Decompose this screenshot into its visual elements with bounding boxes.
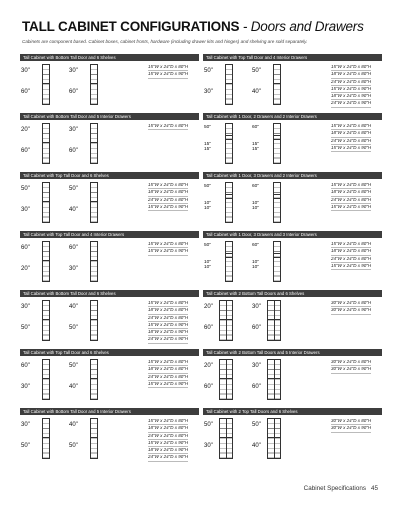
cabinet-card-body [203,416,382,461]
cabinet-card-title: Tall Cabinet with Top Tall Door and 6 Shelves [20,172,199,179]
size-spec-list [148,182,188,211]
door-divider [91,142,97,143]
dimension-label: 50" [204,243,212,248]
dimension-label: 15" [252,142,260,147]
cabinet-card-title: Tall Cabinet with 1 Door, 2 Drawers and 2 Interior Drawers [203,113,382,120]
dimension-label: 10" [204,206,212,211]
door-divider [274,135,280,136]
dimension-label: 40" [69,422,78,428]
size-spec-list [331,182,371,211]
door-divider [91,83,97,84]
door-divider [43,201,49,202]
cabinet-card [203,54,382,107]
dimension-label: 30" [252,304,261,310]
dimension-label: 60" [204,384,213,390]
dimension-label: 30" [21,422,30,428]
door-divider [274,139,280,140]
cabinet-card-title: Tall Cabinet with Top Tall Door and 4 Interior Drawers [203,54,382,61]
dimension-label: 10" [252,206,260,211]
page-intro: Cabinets are component based. Cabinet boxes, cabinet fronts, hardware (including drawer kits and hinges) and shelving are sold separately. [22,39,308,44]
dimension-label: 50" [69,186,78,192]
size-spec: 24"W x 24"D x 80"H [331,197,371,204]
size-spec-list [148,418,188,462]
cabinet-drawing [267,418,281,459]
dimension-label: 40" [252,89,261,95]
dimension-label: 60" [252,243,260,248]
cabinet-card-body [20,298,199,343]
size-spec: 30"W x 24"D x 80"H [331,418,371,425]
dimension-label: 30" [21,384,30,390]
cabinet-card-title: Tall Cabinet with Top Tall Door and 4 Interior Drawers [20,231,199,238]
dimension-label: 50" [204,68,213,74]
cabinet-drawing [273,64,281,105]
door-divider [226,257,232,258]
cabinet-card-title: Tall Cabinet with Top Tall Door and 6 Shelves [20,349,199,356]
dimension-label: 60" [21,245,30,251]
cabinet-drawing [90,241,98,282]
dimension-label: 30" [21,207,30,213]
cabinet-card-title: Tall Cabinet with Bottom Tall Door and 5 Interior Drawers [20,408,199,415]
dimension-label: 10" [252,265,260,270]
size-spec: 15"W x 24"D x 80"H [331,182,371,189]
door-stile [274,419,275,458]
door-divider [43,319,49,320]
dimension-label: 60" [252,125,260,130]
size-spec: 18"W x 24"D x 90"H [148,329,188,336]
size-spec: 15"W x 24"D x 90"H [148,381,188,388]
cabinet-drawing [42,123,50,164]
size-spec-list [148,300,188,344]
cabinet-drawing [225,123,233,164]
dimension-label: 10" [252,201,260,206]
cabinet-card [203,231,382,284]
cabinet-card-body [20,180,199,225]
door-divider [43,378,49,379]
footer-section: Cabinet Specifications [303,485,366,492]
cabinet-card-title: Tall Cabinet with 2 Bottom Tall Doors and 6 Shelves [203,290,382,297]
cabinet-card-body [203,239,382,284]
size-spec: 24"W x 24"D x 90"H [148,336,188,343]
door-divider [226,198,232,199]
cabinet-drawing [225,241,233,282]
dimension-label: 50" [21,443,30,449]
cabinet-card [20,231,199,284]
dimension-label: 40" [252,443,261,449]
dimension-label: 60" [21,89,30,95]
cabinet-card [203,349,382,402]
door-divider [274,257,280,258]
dimension-label: 15" [204,147,212,152]
size-spec: 24"W x 24"D x 80"H [331,256,371,263]
size-spec: 15"W x 24"D x 80"H [148,64,188,71]
size-spec: 18"W x 24"D x 80"H [148,307,188,314]
cabinet-card [20,172,199,225]
dimension-label: 20" [21,127,30,133]
dimension-label: 15" [204,142,212,147]
cabinet-card-title: Tall Cabinet with 1 Door, 3 Drawers and 2 Interior Drawers [203,172,382,179]
size-spec: 18"W x 24"D x 80"H [331,189,371,196]
cabinet-card-title: Tall Cabinet with 2 Bottom Tall Doors and 5 Interior Drawers [203,349,382,356]
size-spec: 30"W x 24"D x 80"H [331,300,371,307]
door-divider [91,378,97,379]
size-spec: 30"W x 24"D x 90"H [331,366,371,373]
door-stile [274,301,275,340]
size-spec: 15"W x 24"D x 80"H [331,241,371,248]
size-spec: 15"W x 24"D x 90"H [148,248,188,255]
door-divider [91,260,97,261]
door-divider [226,253,232,254]
dimension-label: 60" [252,384,261,390]
size-spec: 18"W x 24"D x 90"H [148,447,188,454]
dimension-label: 30" [204,89,213,95]
size-spec: 15"W x 24"D x 90"H [331,145,371,152]
page-title-subtitle: - Doors and Drawers [242,19,364,34]
size-spec: 15"W x 24"D x 90"H [148,440,188,447]
footer-page-number: 45 [370,485,378,492]
cabinet-grid [20,54,382,461]
dimension-label: 50" [204,422,213,428]
cabinet-card [20,290,199,343]
cabinet-drawing [90,418,98,459]
door-divider [43,260,49,261]
door-divider [43,83,49,84]
dimension-label: 60" [252,184,260,189]
cabinet-drawing [42,418,50,459]
door-divider [43,142,49,143]
size-spec: 15"W x 24"D x 80"H [331,64,371,71]
size-spec: 15"W x 24"D x 90"H [148,204,188,211]
size-spec: 15"W x 24"D x 80"H [148,182,188,189]
dimension-label: 30" [204,443,213,449]
cabinet-card [203,172,382,225]
size-spec: 30"W x 24"D x 90"H [331,307,371,314]
size-spec: 24"W x 24"D x 80"H [148,374,188,381]
cabinet-drawing [90,300,98,341]
dimension-label: 60" [21,148,30,154]
cabinet-card [20,408,199,461]
dimension-label: 50" [252,422,261,428]
size-spec: 15"W x 24"D x 80"H [148,418,188,425]
door-divider [226,83,232,84]
dimension-label: 60" [252,325,261,331]
door-divider [91,437,97,438]
cabinet-card-title: Tall Cabinet with 1 Door, 3 Drawers and 3 Interior Drawers [203,231,382,238]
door-divider [226,135,232,136]
cabinet-card [20,113,199,166]
dimension-label: 10" [252,260,260,265]
size-spec-list [331,418,371,433]
door-divider [226,139,232,140]
door-divider [274,253,280,254]
size-spec: 15"W x 24"D x 90"H [331,86,371,93]
size-spec: 24"W x 24"D x 80"H [331,138,371,145]
size-spec-list [331,300,371,315]
dimension-label: 40" [69,207,78,213]
cabinet-card [203,408,382,461]
cabinet-drawing [219,359,233,400]
size-spec: 24"W x 24"D x 80"H [148,433,188,440]
cabinet-card-title: Tall Cabinet with 2 Top Tall Doors and 6 Shelves [203,408,382,415]
cabinet-drawing [273,123,281,164]
dimension-label: 60" [69,89,78,95]
size-spec: 30"W x 24"D x 80"H [331,359,371,366]
dimension-label: 50" [21,186,30,192]
dimension-label: 50" [69,325,78,331]
size-spec-list [148,64,188,79]
dimension-label: 20" [204,304,213,310]
cabinet-card [203,290,382,343]
dimension-label: 60" [69,245,78,251]
dimension-label: 60" [21,363,30,369]
cabinet-card-body [20,416,199,461]
size-spec: 15"W x 24"D x 90"H [148,71,188,78]
dimension-label: 10" [204,260,212,265]
size-spec-list [331,359,371,374]
dimension-label: 10" [204,201,212,206]
cabinet-drawing [42,64,50,105]
cabinet-drawing [273,241,281,282]
cabinet-card-body [203,298,382,343]
door-stile [226,360,227,399]
cabinet-drawing [219,300,233,341]
door-divider [274,194,280,195]
page-title-main: TALL CABINET CONFIGURATIONS [22,19,240,34]
dimension-label: 50" [21,325,30,331]
cabinet-card-body [20,239,199,284]
size-spec: 15"W x 24"D x 90"H [331,204,371,211]
size-spec: 15"W x 24"D x 80"H [148,123,188,130]
size-spec-list [331,64,371,108]
size-spec: 24"W x 24"D x 80"H [331,79,371,86]
cabinet-card-title: Tall Cabinet with Bottom Tall Door and 5 Interior Drawers [20,113,199,120]
dimension-label: 20" [204,363,213,369]
size-spec: 30"W x 24"D x 90"H [331,425,371,432]
size-spec: 15"W x 24"D x 80"H [331,123,371,130]
size-spec: 15"W x 24"D x 90"H [331,263,371,270]
size-spec: 18"W x 24"D x 80"H [331,71,371,78]
door-divider [274,83,280,84]
size-spec: 24"W x 24"D x 80"H [148,315,188,322]
cabinet-drawing [42,241,50,282]
dimension-label: 50" [252,68,261,74]
dimension-label: 30" [252,363,261,369]
dimension-label: 15" [252,147,260,152]
cabinet-drawing [267,359,281,400]
size-spec-list [148,241,188,256]
dimension-label: 30" [21,304,30,310]
size-spec: 24"W x 24"D x 80"H [148,197,188,204]
dimension-label: 40" [69,304,78,310]
door-divider [43,437,49,438]
cabinet-drawing [273,182,281,223]
cabinet-drawing [90,123,98,164]
dimension-label: 30" [21,68,30,74]
size-spec: 18"W x 24"D x 80"H [148,425,188,432]
dimension-label: 30" [69,127,78,133]
size-spec: 18"W x 24"D x 90"H [331,93,371,100]
cabinet-card-title: Tall Cabinet with Bottom Tall Door and 6 Shelves [20,290,199,297]
dimension-label: 50" [204,184,212,189]
size-spec: 18"W x 24"D x 80"H [148,189,188,196]
cabinet-drawing [90,64,98,105]
door-divider [91,319,97,320]
size-spec: 15"W x 24"D x 80"H [148,241,188,248]
size-spec: 18"W x 24"D x 80"H [331,248,371,255]
cabinet-drawing [225,64,233,105]
cabinet-drawing [42,300,50,341]
cabinet-drawing [90,359,98,400]
door-stile [274,360,275,399]
dimension-label: 30" [69,266,78,272]
door-divider [91,201,97,202]
cabinet-card-body [203,180,382,225]
door-stile [226,301,227,340]
size-spec-list [148,359,188,388]
size-spec-list [331,241,371,270]
dimension-label: 50" [69,443,78,449]
cabinet-card [203,113,382,166]
cabinet-drawing [42,359,50,400]
dimension-label: 10" [204,265,212,270]
size-spec: 18"W x 24"D x 80"H [331,130,371,137]
cabinet-drawing [267,300,281,341]
cabinet-drawing [42,182,50,223]
size-spec: 15"W x 24"D x 80"H [148,300,188,307]
cabinet-drawing [225,182,233,223]
size-spec: 24"W x 24"D x 90"H [148,454,188,461]
size-spec-list [331,123,371,152]
cabinet-card-body [203,121,382,166]
size-spec: 24"W x 24"D x 90"H [331,100,371,107]
dimension-label: 30" [69,68,78,74]
page-title [22,19,364,34]
cabinet-card-title: Tall Cabinet with Bottom Tall Door and 6 Shelves [20,54,199,61]
door-divider [226,194,232,195]
cabinet-card-body [20,121,199,166]
cabinet-card [20,54,199,107]
dimension-label: 60" [69,148,78,154]
size-spec: 15"W x 24"D x 90"H [148,322,188,329]
cabinet-drawing [219,418,233,459]
page-footer [304,485,378,492]
cabinet-card-body [20,357,199,402]
dimension-label: 40" [69,384,78,390]
door-stile [226,419,227,458]
cabinet-card-body [20,62,199,107]
size-spec-list [148,123,188,130]
cabinet-card [20,349,199,402]
door-divider [274,198,280,199]
dimension-label: 60" [204,325,213,331]
size-spec: 18"W x 24"D x 80"H [148,366,188,373]
dimension-label: 20" [21,266,30,272]
cabinet-card-body [203,357,382,402]
cabinet-drawing [90,182,98,223]
cabinet-card-body [203,62,382,107]
size-spec: 15"W x 24"D x 80"H [148,359,188,366]
dimension-label: 50" [69,363,78,369]
dimension-label: 50" [204,125,212,130]
